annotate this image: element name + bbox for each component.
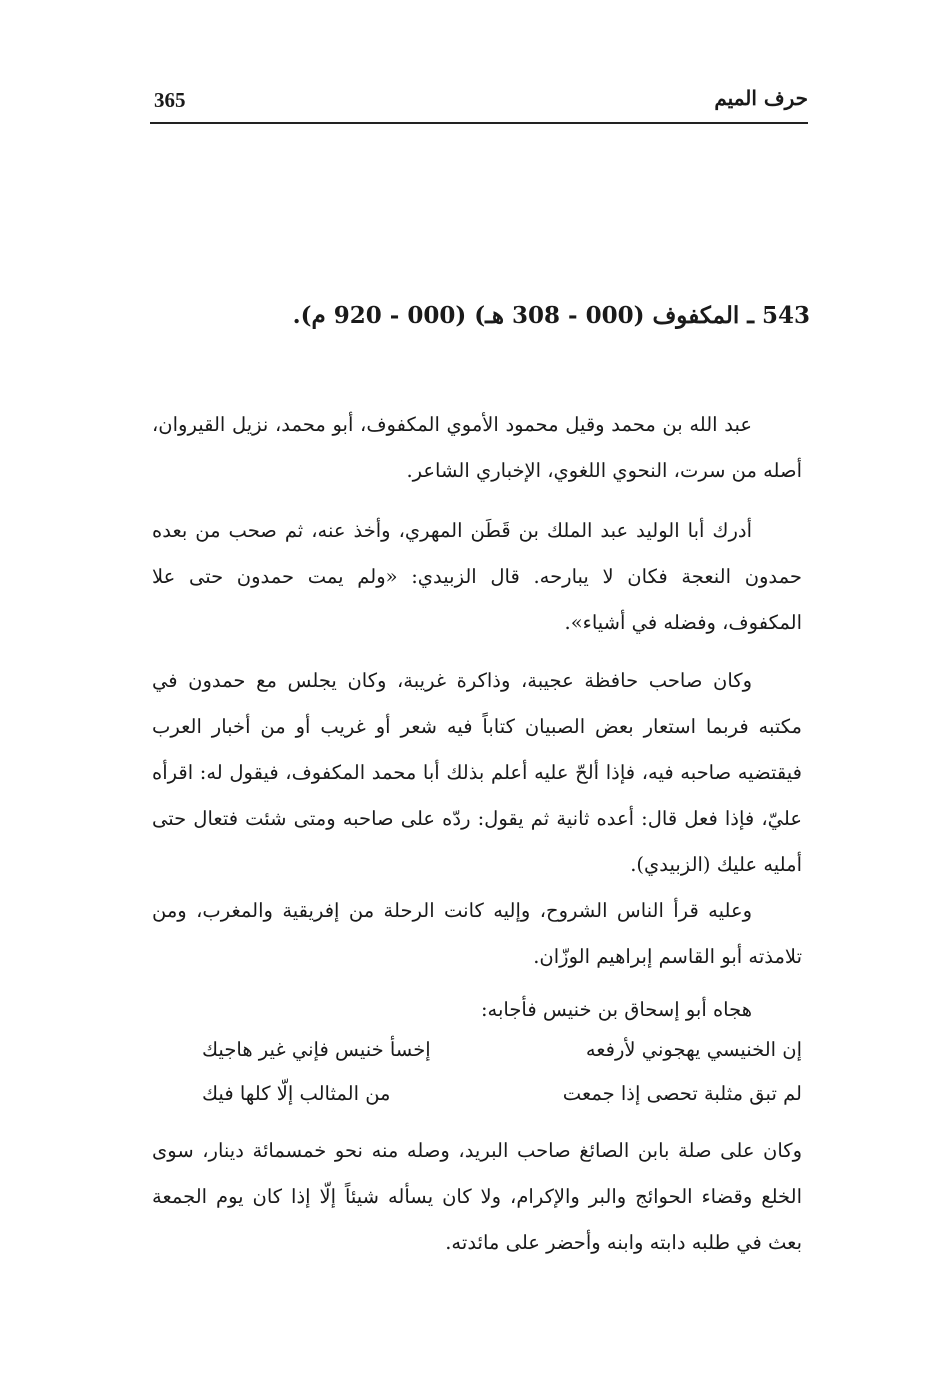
paragraph-students: وعليه قرأ الناس الشروح، وإليه كانت الرحلة من إفريقية والمغرب، ومن تلامذته أبو القاسم إبراهيم الوزّان. [152, 899, 802, 968]
page-header [150, 82, 808, 124]
verse-first-hemistich: إن الخنيسي يهجوني لأرفعه [585, 1038, 802, 1061]
poem-intro: هجاه أبو إسحاق بن خنيس فأجابه: [480, 998, 752, 1021]
verse-second-hemistich: من المثالب إلّا كلها فيك [202, 1082, 391, 1105]
entry-title: 543 ـ المكفوف (000 - 308 هـ) (000 - 920 م). [292, 302, 810, 329]
paragraph-patronage: وكان على صلة بابن الصائغ صاحب البريد، وصله منه نحو خمسمائة دينار، سوى الخلع وقضاء الحوائج والبر والإكرام، ولا كان يسأله شيئاً إلّا إذا كان يوم الجمعة بعث في طلبه دابته وابنه وأحضر على مائدته. [152, 1139, 802, 1254]
paragraph-memory: وكان صاحب حافظة عجيبة، وذاكرة غريبة، وكان يجلس مع حمدون في مكتبه فربما استعار بعض الصبيان كتاباً فيه شعر أو غريب أو من أخبار العرب فيقتضيه صاحبه فيه، فإذا ألحّ عليه أعلم بذلك أبا محمد المكفوف، فيقول له: اقرأه عليّ، فإذا فعل قال: أعده ثانية ثم يقول: ردّه على صاحبه ومتى شئت فتعال حتى أمليه عليك (الزبيدي). [152, 669, 802, 876]
verse-second-hemistich: إخسأ خنيس فإني غير هاجيك [202, 1038, 431, 1061]
poem-verse [202, 1030, 802, 1070]
paragraph-biography: عبد الله بن محمد وقيل محمود الأموي المكفوف، أبو محمد، نزيل القيروان، أصله من سرت، النحوي اللغوي، الإخباري الشاعر. [152, 413, 802, 482]
poem-verse [202, 1074, 802, 1114]
running-head: حرف الميم [714, 86, 808, 110]
verse-first-hemistich: لم تبق مثلبة تحصى إذا جمعت [562, 1082, 802, 1105]
paragraph-teachers: أدرك أبا الوليد عبد الملك بن قَطَن المهري، وأخذ عنه، ثم صحب من بعده حمدون النعجة فكان لا يبارحه. قال الزبيدي: «ولم يمت حمدون حتى علا المكفوف، وفضله في أشياء». [152, 519, 802, 634]
page-number: 365 [154, 88, 186, 112]
